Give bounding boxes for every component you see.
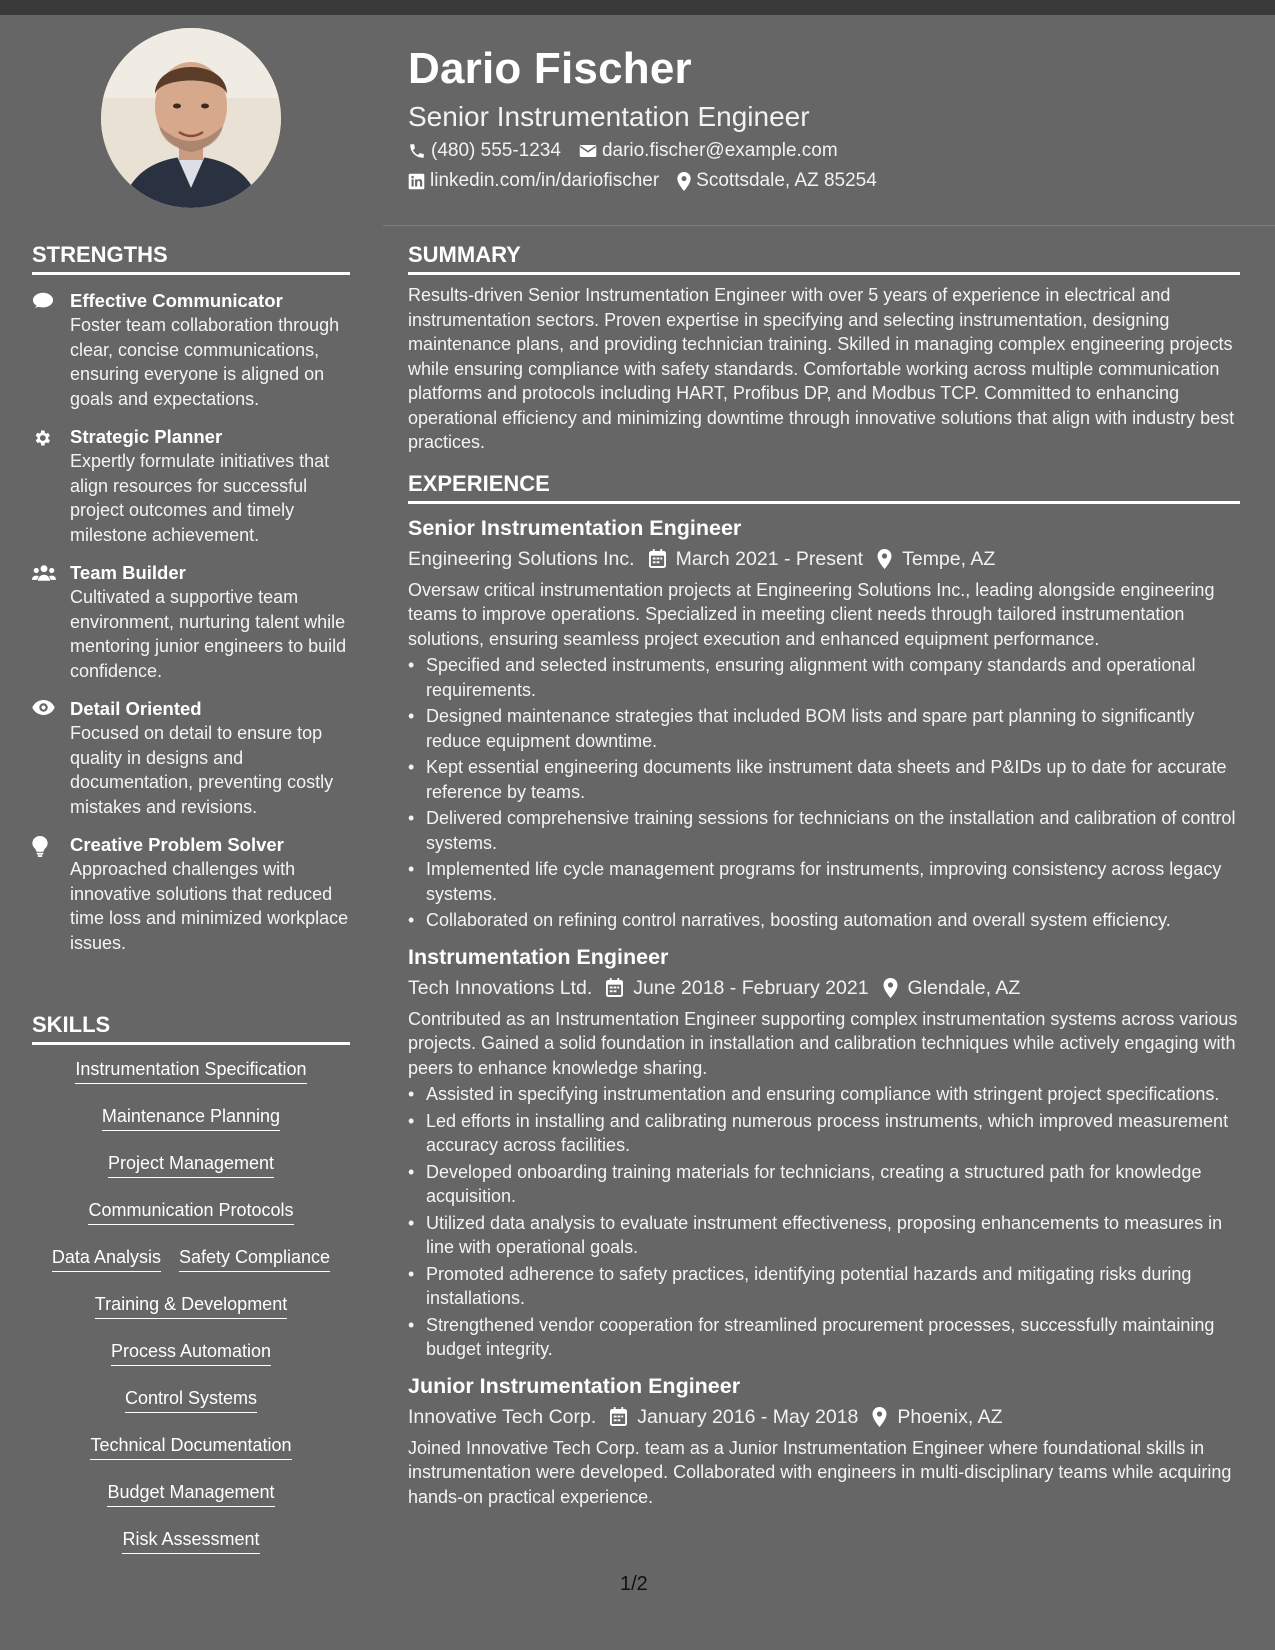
skill-tag: Process Automation (111, 1339, 271, 1366)
job-location-item (883, 975, 1021, 1001)
job-location: Phoenix, AZ (897, 1405, 1003, 1428)
skill-tag: Maintenance Planning (102, 1104, 280, 1131)
skills-section (32, 1010, 350, 1574)
gear-icon (32, 428, 52, 448)
skills-heading: SKILLS (32, 1012, 111, 1037)
job-bullet: • Developed onboarding training materials for technicians, creating a structured path for knowledge acquisition. (408, 1160, 1240, 1209)
job-bullet: • Kept essential engineering documents like instrument data sheets and P&IDs up to date for accurate reference by teams. (408, 755, 1240, 804)
email-text: dario.fischer@example.com (601, 140, 838, 161)
team-icon (32, 564, 56, 582)
job-dates: March 2021 - Present (675, 547, 864, 570)
job-title: Senior Instrumentation Engineer (408, 515, 742, 540)
strength-item (32, 833, 350, 955)
linkedin-item[interactable] (408, 168, 659, 194)
page-number: 1/2 (620, 1573, 648, 1595)
skill-tag: Risk Assessment (122, 1527, 259, 1554)
job-bullet: • Designed maintenance strategies that included BOM lists and spare part planning to significantly reduce equipment downtime. (408, 704, 1240, 753)
envelope-icon (579, 143, 597, 159)
job-location-item (877, 546, 995, 572)
contact-row-1 (408, 138, 1248, 164)
top-bar (0, 0, 1275, 15)
linkedin-text: linkedin.com/in/dariofischer (430, 170, 660, 191)
speech-bubble-icon (32, 292, 54, 311)
job-bullets (408, 653, 1240, 933)
skill-tag: Project Management (108, 1151, 274, 1178)
linkedin-icon (408, 173, 425, 190)
strength-name: Detail Oriented (70, 698, 202, 719)
job-title: Instrumentation Engineer (408, 944, 669, 969)
job-meta (408, 1404, 1240, 1430)
main-column (408, 240, 1240, 1509)
job-entry (408, 1372, 1240, 1510)
job-location: Tempe, AZ (902, 547, 996, 570)
job-description: Contributed as an Instrumentation Engineer supporting complex instrumentation systems across various projects. Gained a solid foundation in installation and calibration techniques while actively engaging with peers to enhance knowledge sharing. (408, 1008, 1238, 1078)
experience-underline (408, 501, 1240, 504)
map-pin-icon (872, 1407, 887, 1427)
job-bullets (408, 1082, 1240, 1362)
calendar-icon (606, 978, 623, 997)
job-meta (408, 975, 1240, 1001)
strength-desc: Focused on detail to ensure top quality in designs and documentation, preventing costly mistakes and revisions. (70, 723, 334, 817)
job-bullet: • Specified and selected instruments, ensuring alignment with company standards and operational requirements. (408, 653, 1240, 702)
job-company: Tech Innovations Ltd. (408, 976, 593, 999)
phone-icon (408, 142, 426, 160)
candidate-title: Senior Instrumentation Engineer (408, 101, 810, 132)
job-bullet: • Led efforts in installing and calibrating numerous process instruments, which improved measurement accuracy across facilities. (408, 1109, 1240, 1158)
profile-photo (101, 28, 281, 208)
job-dates-item (649, 546, 864, 572)
summary-heading: SUMMARY (408, 242, 521, 267)
map-pin-icon (883, 978, 898, 998)
skill-tag: Communication Protocols (88, 1198, 293, 1225)
job-company: Engineering Solutions Inc. (408, 547, 635, 570)
strength-desc: Foster team collaboration through clear, concise communications, ensuring everyone is aligned on goals and expectations. (70, 315, 340, 409)
skill-tag: Data Analysis (52, 1245, 161, 1272)
map-pin-icon (877, 549, 892, 569)
strength-item (32, 697, 350, 819)
skill-tag: Control Systems (125, 1386, 257, 1413)
job-dates: June 2018 - February 2021 (633, 976, 869, 999)
job-description: Oversaw critical instrumentation projects at Engineering Solutions Inc., leading alongside engineering teams to improve operations. Specialized in meeting client needs through tailored instrumentation solutions, ensuring seamless project execution and enhanced equipment performance. (408, 579, 1215, 649)
strength-name: Creative Problem Solver (70, 834, 284, 855)
skill-tag: Budget Management (107, 1480, 274, 1507)
strengths-heading: STRENGTHS (32, 242, 168, 267)
strength-name: Strategic Planner (70, 426, 223, 447)
lightbulb-icon (32, 836, 48, 857)
strength-desc: Approached challenges with innovative solutions that reduced time loss and minimized workplace issues. (70, 859, 349, 953)
strength-name: Effective Communicator (70, 290, 283, 311)
job-location-item (872, 1404, 1002, 1430)
job-bullet: • Delivered comprehensive training sessions for technicians on the installation and calibration of control systems. (408, 806, 1240, 855)
job-bullet: • Utilized data analysis to evaluate instrument effectiveness, proposing enhancements to measures in line with operational goals. (408, 1211, 1240, 1260)
job-bullet: • Promoted adherence to safety practices, identifying potential hazards and mitigating risks during installations. (408, 1262, 1240, 1311)
job-bullet: • Collaborated on refining control narratives, boosting automation and overall system efficiency. (408, 908, 1240, 933)
strength-name: Team Builder (70, 562, 186, 583)
phone-item[interactable] (408, 138, 561, 164)
phone-text: (480) 555-1234 (431, 140, 561, 161)
skills-underline (32, 1042, 350, 1045)
candidate-name: Dario Fischer (408, 44, 692, 93)
job-location: Glendale, AZ (907, 976, 1021, 999)
summary-text: Results-driven Senior Instrumentation Engineer with over 5 years of experience in electrical and instrumentation sectors. Proven expertise in specifying and selecting instrumentation, designing maintenance plans, and providing technician training. Skilled in managing complex engineering projects while ensuring compliance with safety standards. Comfortable working across multiple communication platforms and protocols including HART, Profibus DP, and Modbus TCP. Committed to enhancing operational efficiency and minimizing downtime through innovative solutions that align with industry best practices. (408, 285, 1235, 452)
skill-tag: Safety Compliance (179, 1245, 330, 1272)
job-dates: January 2016 - May 2018 (637, 1405, 859, 1428)
job-bullet: • Implemented life cycle management programs for instruments, improving consistency across legacy systems. (408, 857, 1240, 906)
skill-list (32, 1057, 350, 1574)
strengths-section (32, 240, 350, 955)
job-meta (408, 546, 1240, 572)
map-pin-icon (677, 172, 691, 191)
skill-tag: Technical Documentation (90, 1433, 291, 1460)
job-bullet: • Strengthened vendor cooperation for streamlined procurement processes, successfully maintaining budget integrity. (408, 1313, 1240, 1362)
strengths-underline (32, 272, 350, 275)
skill-tag: Instrumentation Specification (75, 1057, 306, 1084)
summary-underline (408, 272, 1240, 275)
contact-row-2 (408, 168, 1248, 194)
calendar-icon (610, 1407, 627, 1426)
skill-tag: Training & Development (95, 1292, 287, 1319)
job-dates-item (610, 1404, 858, 1430)
job-description: Joined Innovative Tech Corp. team as a Junior Instrumentation Engineer where foundational skills in instrumentation were developed. Collaborated with engineers in multi-disciplinary teams while acquiring hands-on practical experience. (408, 1437, 1232, 1507)
experience-heading: EXPERIENCE (408, 470, 550, 496)
strength-item (32, 289, 350, 411)
eye-icon (32, 700, 55, 715)
job-entry (408, 514, 1240, 933)
job-dates-item (606, 975, 868, 1001)
calendar-icon (649, 549, 666, 568)
job-title: Junior Instrumentation Engineer (408, 1373, 741, 1398)
strength-desc: Cultivated a supportive team environment, nurturing talent while mentoring junior engineers to build confidence. (70, 587, 347, 681)
location-item (677, 168, 877, 194)
header-divider (383, 225, 1275, 226)
job-bullet: • Assisted in specifying instrumentation and ensuring compliance with stringent project specifications. (408, 1082, 1240, 1107)
strength-item (32, 561, 350, 683)
email-item[interactable] (579, 138, 838, 164)
header (408, 40, 1248, 194)
strength-item (32, 425, 350, 547)
strength-desc: Expertly formulate initiatives that align resources for successful project outcomes and timely milestone achievement. (70, 451, 330, 545)
job-entry (408, 943, 1240, 1362)
job-company: Innovative Tech Corp. (408, 1405, 597, 1428)
location-text: Scottsdale, AZ 85254 (696, 170, 877, 191)
